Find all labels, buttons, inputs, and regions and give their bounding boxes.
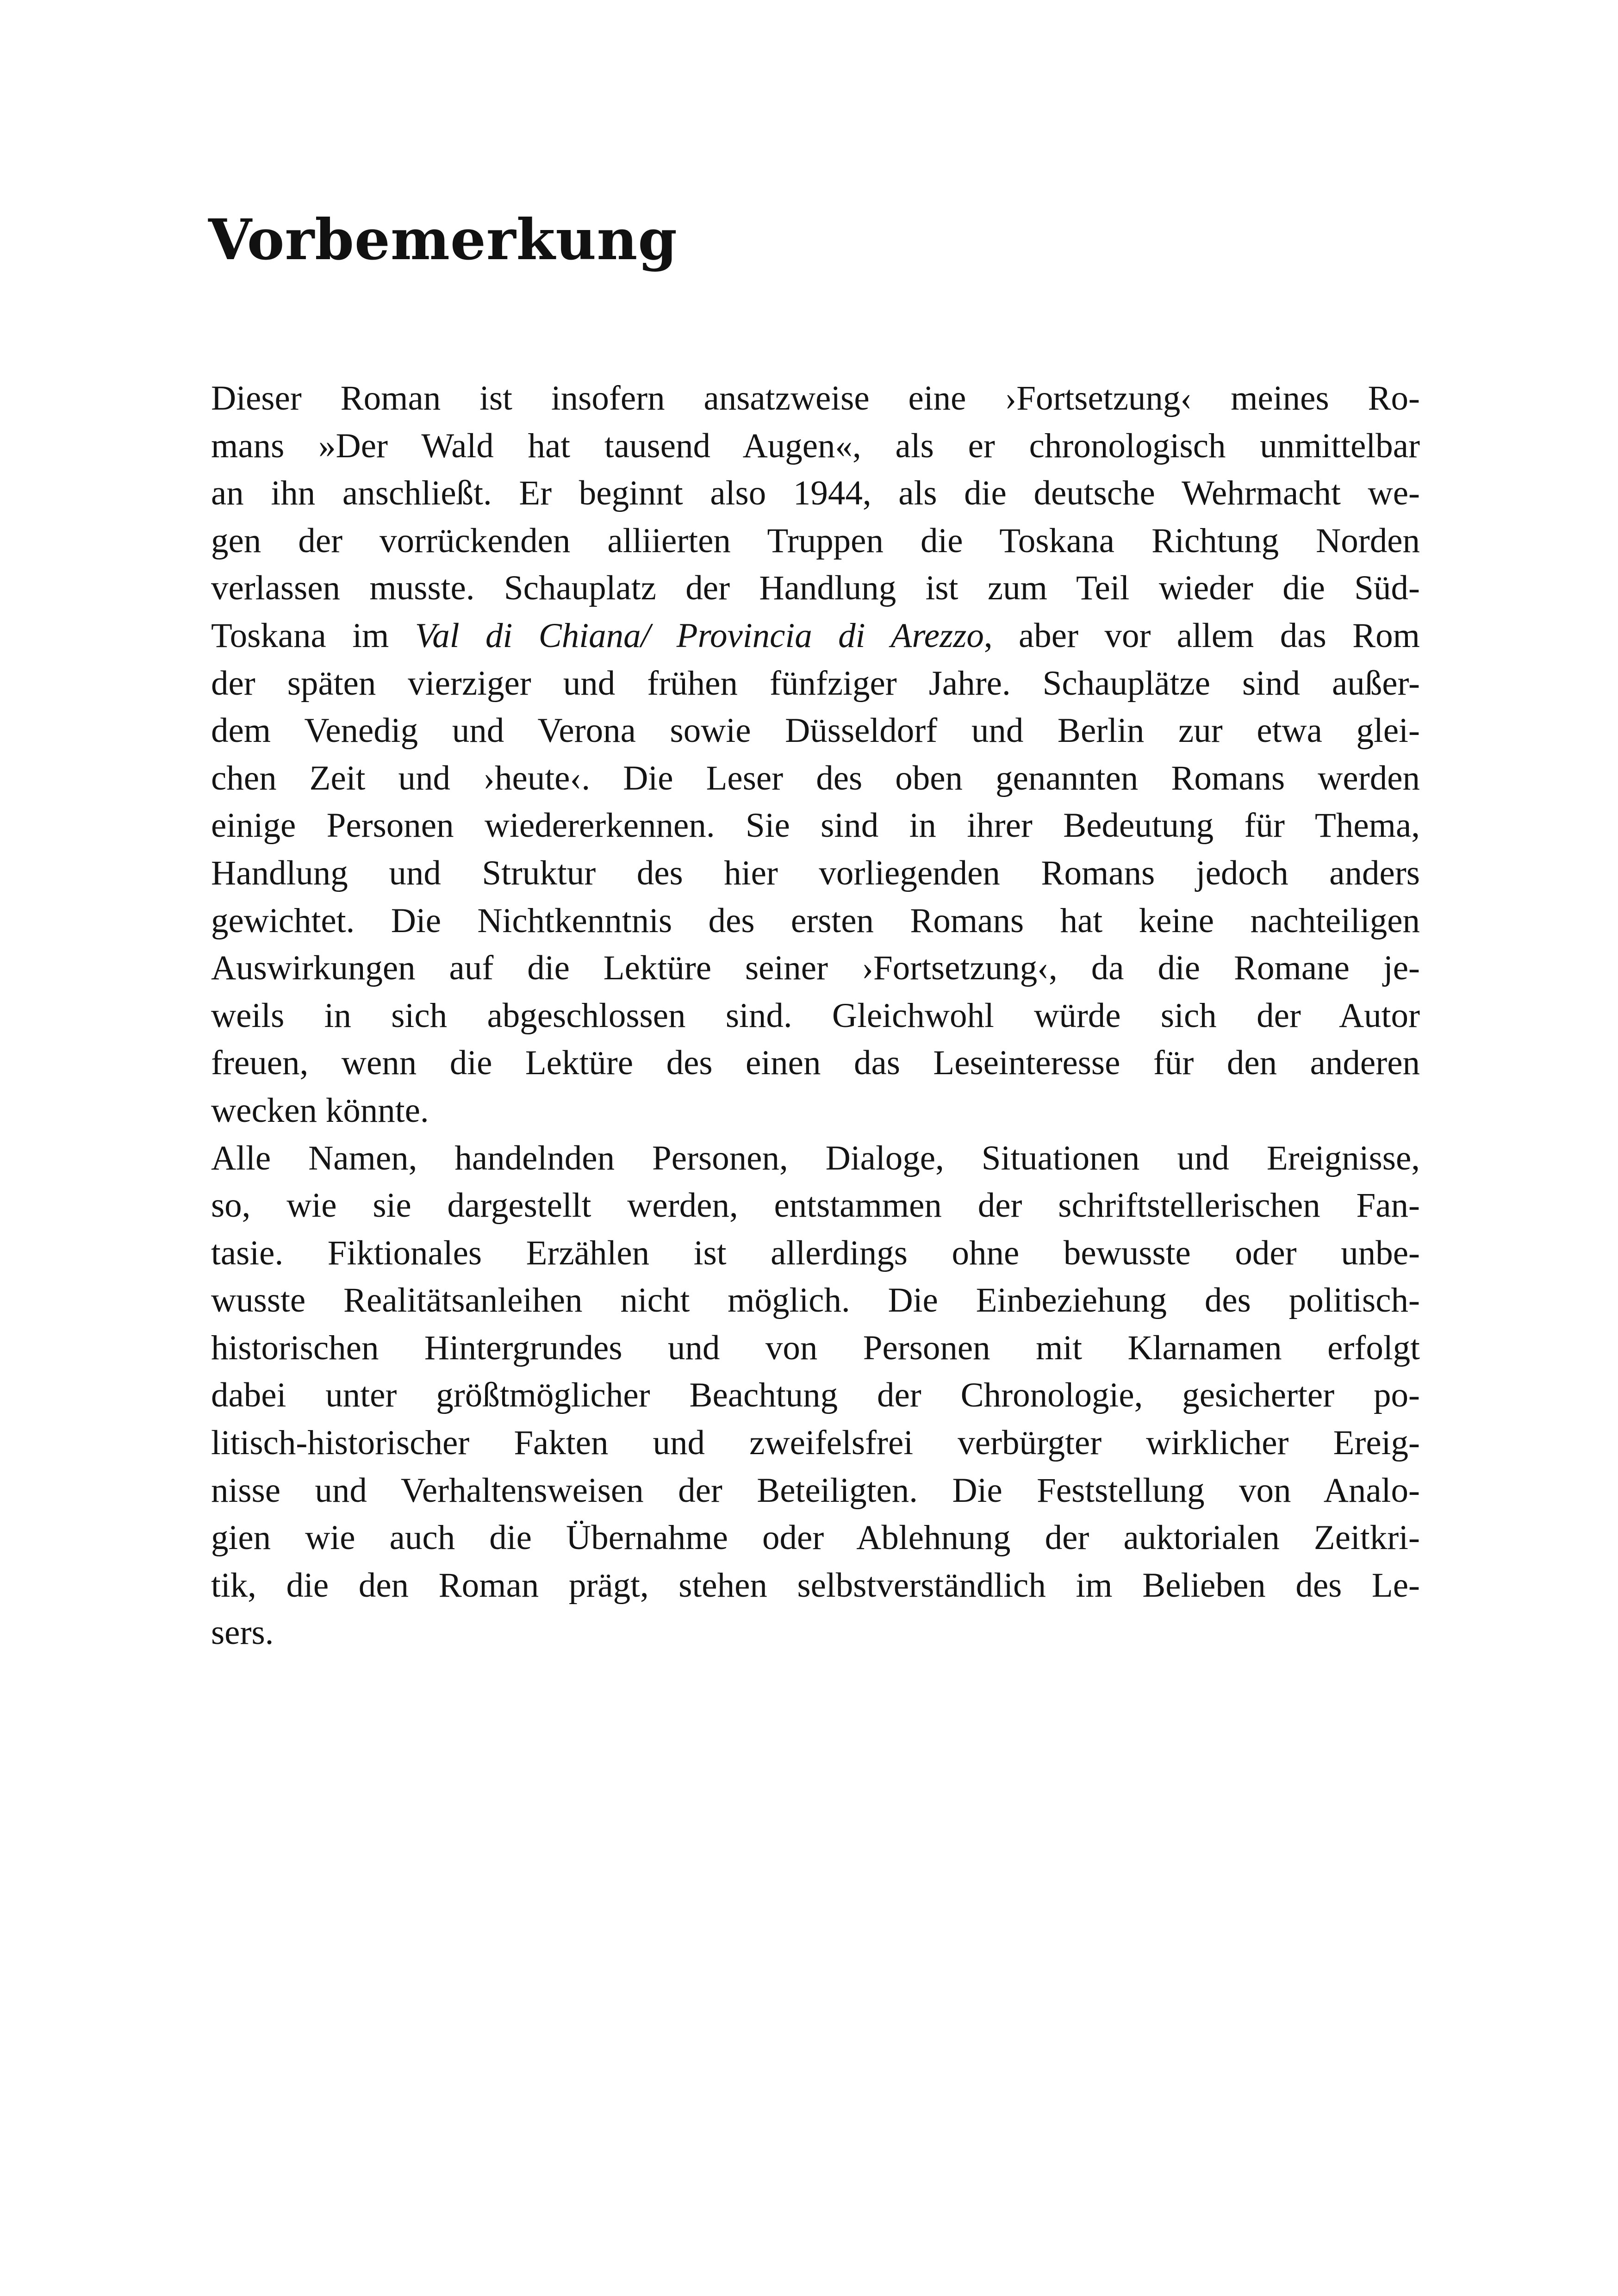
text-line: Alle Namen, handelnden Personen, Dialoge, Situationen und Ereignisse, bbox=[211, 1139, 1420, 1177]
body-text bbox=[211, 375, 1420, 1657]
text-line: wecken könnte. bbox=[211, 1091, 429, 1130]
text-line: historischen Hintergrundes und von Personen mit Klarnamen erfolgt bbox=[211, 1328, 1420, 1367]
text-line: freuen, wenn die Lektüre des einen das Leseinteresse für den anderen bbox=[211, 1044, 1420, 1083]
text-segment: Toskana im bbox=[211, 616, 415, 655]
text-line: weils in sich abgeschlossen sind. Gleichwohl würde sich der Autor bbox=[211, 996, 1420, 1035]
text-line: Auswirkungen auf die Lektüre seiner ›Fortsetzung‹, da die Romane je- bbox=[211, 949, 1420, 988]
text-line: so, wie sie dargestellt werden, entstammen der schriftstellerischen Fan- bbox=[211, 1186, 1420, 1225]
text-line: tik, die den Roman prägt, stehen selbstverständlich im Belieben des Le- bbox=[211, 1566, 1420, 1605]
text-line: verlassen musste. Schauplatz der Handlung ist zum Teil wieder die Süd- bbox=[211, 569, 1420, 608]
text-line: tasie. Fiktionales Erzählen ist allerdings ohne bewusste oder unbe- bbox=[211, 1233, 1420, 1272]
page-title: Vorbemerkung bbox=[208, 206, 678, 273]
italic-place-name: Val di Chiana/ Provincia di Arezzo bbox=[415, 616, 984, 655]
text-line: dabei unter größtmöglicher Beachtung der Chronologie, gesicherter po- bbox=[211, 1376, 1420, 1415]
paragraph-1 bbox=[211, 375, 1420, 1135]
text-line: sers. bbox=[211, 1613, 274, 1652]
text-line: gen der vorrückenden alliierten Truppen die Toskana Richtung Norden bbox=[211, 521, 1420, 560]
text-line: dem Venedig und Verona sowie Düsseldorf und Berlin zur etwa glei- bbox=[211, 711, 1420, 750]
text-line: wusste Realitätsanleihen nicht möglich. Die Einbeziehung des politisch- bbox=[211, 1281, 1420, 1320]
text-line: Handlung und Struktur des hier vorliegenden Romans jedoch anders bbox=[211, 853, 1420, 892]
text-line: Dieser Roman ist insofern ansatzweise eine ›Fortsetzung‹ meines Ro- bbox=[211, 379, 1420, 417]
text-line: gewichtet. Die Nichtkenntnis des ersten Romans hat keine nachteiligen bbox=[211, 901, 1420, 940]
text-line: chen Zeit und ›heute‹. Die Leser des oben genannten Romans werden bbox=[211, 759, 1420, 797]
text-line: mans »Der Wald hat tausend Augen«, als er chronologisch unmittelbar bbox=[211, 426, 1420, 465]
text-line: an ihn anschließt. Er beginnt also 1944, als die deutsche Wehrmacht we- bbox=[211, 474, 1420, 513]
text-line: der späten vierziger und frühen fünfziger Jahre. Schauplätze sind außer- bbox=[211, 664, 1420, 703]
text-segment: , aber vor allem das Rom bbox=[983, 616, 1420, 655]
text-line: nisse und Verhaltensweisen der Beteiligten. Die Feststellung von Analo- bbox=[211, 1471, 1420, 1510]
text-line: litisch-historischer Fakten und zweifelsfrei verbürgter wirklicher Ereig- bbox=[211, 1424, 1420, 1462]
paragraph-2 bbox=[211, 1135, 1420, 1657]
text-line-mixed bbox=[211, 612, 1420, 660]
text-line: gien wie auch die Übernahme oder Ablehnung der auktorialen Zeitkri- bbox=[211, 1518, 1420, 1557]
text-line: einige Personen wiedererkennen. Sie sind in ihrer Bedeutung für Thema, bbox=[211, 806, 1420, 845]
